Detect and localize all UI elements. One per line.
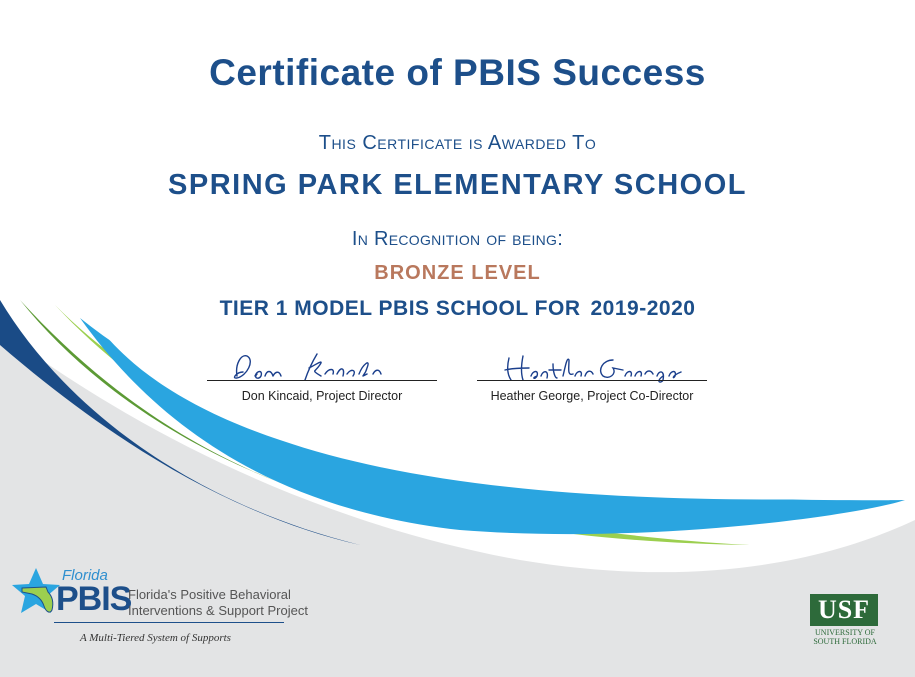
signature-line [207, 380, 437, 381]
award-year: 2019-2020 [590, 297, 696, 320]
signature-line [477, 380, 707, 381]
award-level: BRONZE LEVEL [374, 262, 541, 284]
pbis-logo-line2: Interventions & Support Project [128, 603, 308, 618]
certificate-title: Certificate of PBIS Success [209, 52, 706, 93]
pbis-logo-acronym: PBIS [56, 580, 132, 618]
signature-caption-co-director: Heather George, Project Co-Director [490, 389, 694, 403]
pbis-logo-state: Florida [62, 567, 108, 584]
recognition-text: In Recognition of being: [351, 228, 564, 250]
usf-logo-line1: UNIVERSITY OF [815, 628, 875, 637]
school-name: SPRING PARK ELEMENTARY SCHOOL [168, 169, 747, 201]
tier-text: TIER 1 MODEL PBIS SCHOOL FOR [219, 297, 581, 320]
pbis-logo-tagline: A Multi-Tiered System of Supports [80, 632, 231, 644]
awarded-to-text: This Certificate is Awarded To [318, 132, 597, 154]
tier-line [0, 297, 915, 321]
pbis-logo-line1: Florida's Positive Behavioral [128, 587, 291, 602]
pbis-logo-divider [54, 622, 284, 623]
usf-logo-line2: SOUTH FLORIDA [813, 637, 877, 646]
usf-logo-mark: USF [810, 594, 878, 626]
signature-caption-director: Don Kincaid, Project Director [241, 389, 403, 403]
